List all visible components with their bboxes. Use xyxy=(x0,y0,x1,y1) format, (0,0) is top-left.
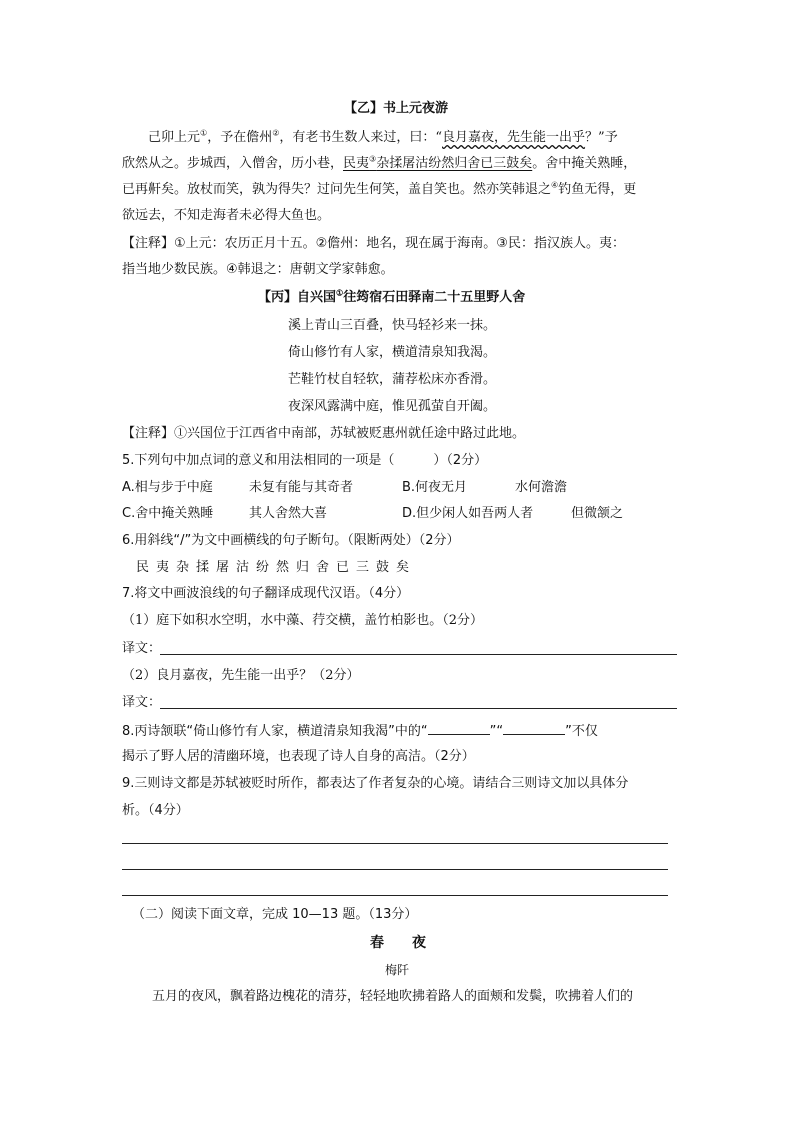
question-9-line-1: 9.三则诗文都是苏轼被贬时所作，都表达了作者复杂的心境。请结合三则诗文加以具体分 xyxy=(122,776,629,791)
question-7-answer-label-2: 译文： xyxy=(122,695,162,710)
poem-line-3: 芒鞋竹杖自轻软，蒲荐松床亦香滑。 xyxy=(288,372,497,387)
poem-line-2: 倚山修竹有人家，横道清泉知我渴。 xyxy=(288,345,497,360)
yi-paragraph-line-4: 欲远去，不知走海者未必得大鱼也。 xyxy=(122,208,331,223)
yi-notes-line-1: 【注释】①上元：农历正月十五。②儋州：地名，现在属于海南。③民：指汉族人。夷： xyxy=(122,236,625,251)
section-2-heading: （二）阅读下面文章，完成 10—13 题。（13分） xyxy=(132,907,418,922)
bing-notes: 【注释】①兴国位于江西省中南部，苏轼被贬惠州就任途中路过此地。 xyxy=(122,426,526,441)
yi-paragraph-line-3: 已再鼾矣。放杖而笑，孰为得失？过问先生何笑，盖自笑也。然亦笑韩退之④钓鱼无得，更 xyxy=(122,180,637,197)
question-5-option-b-2: 水何澹澹 xyxy=(515,480,568,495)
section-yi-title: 【乙】书上元夜游 xyxy=(344,101,449,116)
question-5-option-a-2: 未复有能与其奇者 xyxy=(249,480,354,495)
wavy-underlined-sentence: 良月嘉夜，先生能一出乎 xyxy=(442,130,586,145)
yi-paragraph-line-1: 己卯上元①，予在儋州②，有老书生数人来过，曰：“良月嘉夜，先生能一出乎？”予 xyxy=(148,128,618,145)
question-5-option-b: B.何夜无月 xyxy=(402,480,468,495)
question-8-blank-2[interactable] xyxy=(503,722,565,735)
yi-notes-line-2: 指当地少数民族。④韩退之：唐朝文学家韩愈。 xyxy=(122,262,394,277)
question-8-blank-1[interactable] xyxy=(428,722,490,735)
question-8-line-1: 8.丙诗颔联“倚山修竹有人家，横道清泉知我渴”中的“ ”“ ”不仅 xyxy=(122,724,598,739)
answer-line-7-2[interactable] xyxy=(160,708,677,709)
yi-paragraph-line-2: 欣然从之。步城西，入僧舍，历小巷，民夷③杂揉屠沽纷然归舍已三鼓矣。舍中掩关熟睡， xyxy=(122,154,637,171)
question-7-stem: 7.将文中画波浪线的句子翻译成现代汉语。（4分） xyxy=(122,586,410,601)
poem-line-4: 夜深风露满中庭，惟见孤萤自开阖。 xyxy=(288,399,497,414)
question-8-line-2: 揭示了野人居的清幽环境，也表现了诗人自身的高洁。（2分） xyxy=(122,749,475,764)
question-5-option-a: A.相与步于中庭 xyxy=(122,480,213,495)
underlined-sentence: 民夷③杂揉屠沽纷然归舍已三鼓矣 xyxy=(343,154,533,171)
question-7-sentence-1: （1）庭下如积水空明，水中藻、荇交横，盖竹柏影也。（2分） xyxy=(122,613,484,628)
poem-line-1: 溪上青山三百叠，快马轻衫来一抹。 xyxy=(288,318,497,333)
answer-line-9-1[interactable] xyxy=(122,843,668,844)
question-7-answer-label-1: 译文： xyxy=(122,641,162,656)
answer-line-9-2[interactable] xyxy=(122,869,668,870)
question-5-option-d: D.但少闲人如吾两人者 xyxy=(402,506,534,521)
question-5-option-c: C.舍中掩关熟睡 xyxy=(122,506,214,521)
answer-line-7-1[interactable] xyxy=(160,654,677,655)
question-5-option-c-2: 其人舍然大喜 xyxy=(249,506,328,521)
answer-line-9-3[interactable] xyxy=(122,895,668,896)
article-first-line: 五月的夜风，飘着路边槐花的清芬，轻轻地吹拂着路人的面颊和发鬓，吹拂着人们的 xyxy=(152,989,634,1004)
question-7-sentence-2: （2）良月嘉夜，先生能一出乎？（2分） xyxy=(122,668,360,683)
question-5-option-d-2: 但微颔之 xyxy=(571,506,624,521)
question-6-sentence: 民夷杂揉屠沽纷然归舍已三鼓矣 xyxy=(136,560,417,575)
article-title: 春 夜 xyxy=(370,935,426,951)
section-bing-title: 【丙】自兴国①往筠宿石田驿南二十五里野人舍 xyxy=(258,287,526,305)
article-author: 梅阡 xyxy=(385,963,410,977)
question-5-stem: 5.下列句中加点词的意义和用法相同的一项是（ ）（2分） xyxy=(122,453,488,468)
question-9-line-2: 析。（4分） xyxy=(122,803,189,818)
question-6-stem: 6.用斜线“/”为文中画横线的句子断句。（限断两处）（2分） xyxy=(122,533,460,548)
